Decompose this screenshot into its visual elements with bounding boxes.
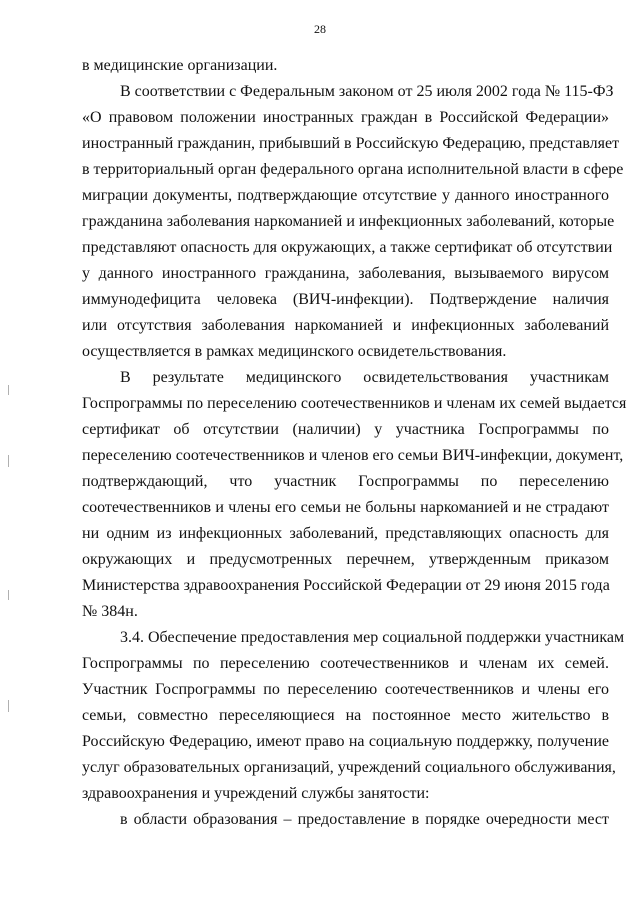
text-line: у данного иностранного гражданина, заболевания, вызываемого вирусом [82, 265, 609, 282]
text-line: В соответствии с Федеральным законом от 25 июля 2002 года № 115-ФЗ [120, 83, 614, 100]
text-line: Участник Госпрограммы по переселению соотечественников и члены его [82, 681, 609, 698]
text-line: Госпрограммы по переселению соотечественников и членам их семей выдается [82, 395, 627, 412]
text-line: Российскую Федерацию, имеют право на социальную поддержку, получение [82, 733, 609, 750]
text-line: сертификат об отсутствии (наличии) у участника Госпрограммы по [82, 421, 609, 438]
text-line: «О правовом положении иностранных граждан в Российской Федерации» [82, 109, 609, 126]
text-line: соотечественников и члены его семьи не больны наркоманией и не страдают [82, 499, 609, 516]
text-line: ни одним из инфекционных заболеваний, представляющих опасность для [82, 525, 609, 542]
text-line: подтверждающий, что участник Госпрограммы по переселению [82, 473, 609, 490]
text-line: миграции документы, подтверждающие отсутствие у данного иностранного [82, 187, 609, 204]
scan-margin-mark [8, 385, 9, 395]
text-line: 3.4. Обеспечение предоставления мер социальной поддержки участникам [120, 629, 625, 646]
text-line: семьи, совместно переселяющиеся на постоянное место жительство в [82, 707, 609, 724]
text-line: представляют опасность для окружающих, а также сертификат об отсутствии [82, 239, 613, 256]
text-line: Министерства здравоохранения Российской Федерации от 29 июня 2015 года [82, 577, 610, 594]
text-line: услуг образовательных организаций, учреждений социального обслуживания, [82, 759, 616, 776]
scan-margin-mark [8, 455, 9, 467]
text-line: или отсутствия заболевания наркоманией и инфекционных заболеваний [82, 317, 609, 334]
text-line: переселению соотечественников и членов его семьи ВИЧ-инфекции, документ, [82, 447, 624, 464]
text-line: в территориальный орган федерального органа исполнительной власти в сфере [82, 161, 624, 178]
text-line: иммунодефицита человека (ВИЧ-инфекции). Подтверждение наличия [82, 291, 609, 308]
text-line: № 384н. [82, 603, 138, 620]
text-line: в медицинские организации. [82, 57, 278, 74]
text-line: в области образования – предоставление в порядке очередности мест [120, 811, 609, 828]
scan-margin-mark [8, 590, 9, 600]
text-line: гражданина заболевания наркоманией и инфекционных заболеваний, которые [82, 213, 615, 230]
text-line: окружающих и предусмотренных перечнем, утвержденным приказом [82, 551, 609, 568]
text-line: иностранный гражданин, прибывший в Российскую Федерацию, представляет [82, 135, 620, 152]
page-number: 28 [314, 22, 326, 36]
scan-margin-mark [8, 700, 9, 712]
text-line: Госпрограммы по переселению соотечественников и членам их семей. [82, 655, 609, 672]
text-line: здравоохранения и учреждений службы занятости: [82, 785, 430, 802]
text-line: В результате медицинского освидетельствования участникам [120, 369, 609, 386]
text-line: осуществляется в рамках медицинского освидетельствования. [82, 343, 507, 360]
